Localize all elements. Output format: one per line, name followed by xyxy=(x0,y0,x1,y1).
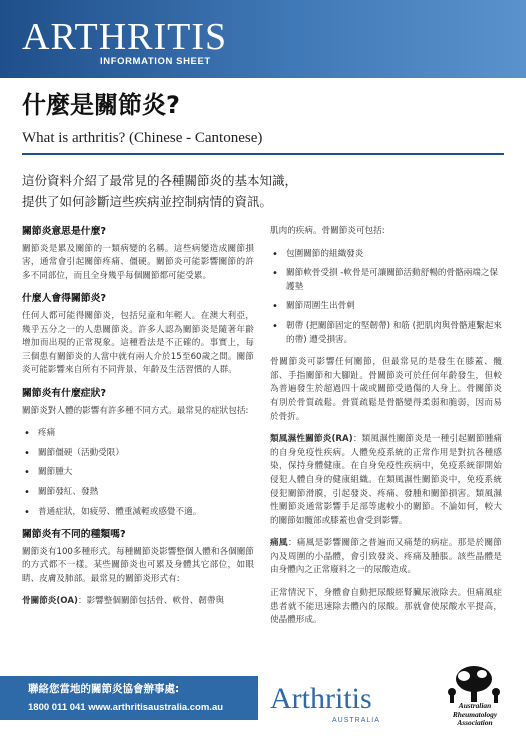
symptom-list xyxy=(22,427,254,519)
intro-line-2: 提供了如何診斷這些疾病並控制病情的資訊。 xyxy=(22,194,273,209)
osteoarthritis-continued: 肌肉的疾病。骨關節炎可包括: xyxy=(270,226,385,236)
rheumatoid-paragraph: 類風濕性關節炎(RA)：類風濕性關節炎是一種引起關節腫痛的自身免疫性疾病。人體免疫系統的正常作用是對抗各種感染，保持身體健康。在自身免疫性疾病中，免疫系統卻開始侵犯人體自身的健康組織。在類風濕性關節炎中，免疫系統侵犯關節滑膜，引起發炎、疼痛、發腫和關節損害。類風濕性關節炎通常影響手足部等處較小的關節。不論如何，較大的關節如髖部或膝蓋也會受到影響。 xyxy=(270,434,502,526)
section-body-who: 任何人都可能得關節炎，包括兒童和年輕人。在澳大利亞，幾乎五分之一的人患關節炎。許多人認為關節炎是隨著年齡增加而出現的正常現象。這種看法是不正確的。事實上，每三個患有關節炎的人當中就有兩人介於15至60歲之間。關節炎可能影響來自所有不同背景、年齡及生活習慣的人群。 xyxy=(22,310,254,376)
logo-wordmark: Arthritis xyxy=(270,682,372,715)
list-item: • 關節軟骨受損 -軟骨是可讓關節活動舒暢的骨骼兩端之保護墊 xyxy=(272,268,499,292)
right-column xyxy=(270,225,502,637)
section-body-types: 關節炎有100多種形式。每種關節炎影響整個人體和各個關節的方式都不一樣。某些關節炎也可累及身體其它部位，如眼睛、皮膚及肺部。最常見的關節炎形式有: xyxy=(22,546,254,584)
list-item: • 關節發紅、發熱 xyxy=(24,486,99,498)
bullet-icon: • xyxy=(272,248,278,260)
list-item: • 韌帶 (把關節固定的堅韌帶) 和筋 (把肌肉與骨骼連繫起來的帶) 遭受損害。 xyxy=(272,320,502,345)
contact-banner xyxy=(0,676,258,720)
bullet-icon: • xyxy=(24,428,30,440)
section-heading-types: 關節炎有不同的種類嗎? xyxy=(22,529,126,541)
bullet-icon: • xyxy=(24,486,30,498)
section-heading-who: 什麼人會得關節炎? xyxy=(22,293,107,305)
page-subtitle: What is arthritis? (Chinese - Cantonese) xyxy=(22,130,263,146)
section-body-symptoms: 關節炎對人體的影響有許多種不同方式。最常見的症狀包括: xyxy=(22,405,249,416)
tree-emblem-icon xyxy=(438,664,510,704)
rheumatology-association-logo xyxy=(438,664,510,742)
title-divider xyxy=(22,153,504,155)
header-banner xyxy=(0,0,526,78)
left-column xyxy=(22,225,254,618)
section-heading-meaning: 關節炎意思是什麼? xyxy=(22,226,107,237)
bullet-icon: • xyxy=(24,447,30,459)
gout-detail: 正常情況下，身體會自動把尿酸經腎臟尿液除去。但痛風症患者就不能迅速除去體內的尿酸。那就會使尿酸水平提高，使晶體形成。 xyxy=(270,588,502,626)
bullet-icon: • xyxy=(24,467,30,479)
list-item: • 疼痛 xyxy=(24,428,56,440)
bullet-icon: • xyxy=(24,506,30,518)
intro-line-1: 這份資料介紹了最常見的各種關節炎的基本知識， xyxy=(22,173,298,188)
list-item: • 關節僵硬（活動受限） xyxy=(24,447,124,459)
section-heading-symptoms: 關節炎有什麼症狀? xyxy=(22,387,107,399)
list-item: • 包圍關節的組織發炎 xyxy=(272,248,364,260)
gout-paragraph: 痛風：痛風是影響關節之普遍而又痛楚的病症。那是於關節內及周圍的小晶體，會引致發炎、疼痛及腫脹。該些晶體是由身體內之正常廢料之一的尿酸造成。 xyxy=(270,538,502,576)
section-body-meaning: 關節炎是累及關節的一類病變的名稱。這些病變造成關節損害，通常會引起關節疼痛、僵硬。關節炎可能影響關節的許多不同部位，而且全身幾乎每個關節都可能受累。 xyxy=(22,243,254,281)
header-subtitle: INFORMATION SHEET xyxy=(100,56,211,67)
header-title: ARTHRITIS xyxy=(22,16,228,58)
logo-country: AUSTRALIA xyxy=(332,717,380,724)
intro-paragraph xyxy=(22,170,504,212)
list-item: • 普通症狀，如疲勞、體重減輕或感覺不適。 xyxy=(24,506,202,518)
contact-heading: 聯絡您當地的關節炎協會辦事處: xyxy=(28,683,180,695)
gout-term: 痛風 xyxy=(270,538,288,549)
arthritis-australia-logo xyxy=(270,684,390,736)
association-name: Australian Rheumatology Association xyxy=(452,701,498,727)
bullet-icon: • xyxy=(272,320,278,332)
contact-details[interactable]: 1800 011 041 www.arthritisaustralia.com.au xyxy=(28,702,224,713)
list-item: • 關節周圍生出骨刺 xyxy=(272,301,355,313)
osteoarthritis-term: 骨關節炎(OA) xyxy=(22,596,78,607)
bullet-icon: • xyxy=(272,301,278,313)
page-title: 什麼是關節炎? xyxy=(22,91,180,119)
osteoarthritis-paragraph: 骨關節炎(OA)：影響整個關節包括骨、軟骨、韌帶與 xyxy=(22,596,225,607)
osteoarthritis-list xyxy=(270,248,502,348)
bullet-icon: • xyxy=(272,268,278,280)
osteoarthritis-detail: 骨關節炎可影響任何關節，但最常見的是發生在膝蓋、髖部、手指關節和大腳趾。骨關節炎可於任何年齡發生，但較為普遍發生於超過四十歲或關節受過傷的人身上。骨關節炎有別於骨質疏鬆。骨質疏鬆是骨骼變得柔弱和脆弱，因而易於骨折。 xyxy=(270,357,502,422)
list-item: • 關節腫大 xyxy=(24,467,73,479)
rheumatoid-term: 類風濕性關節炎(RA) xyxy=(270,434,353,445)
